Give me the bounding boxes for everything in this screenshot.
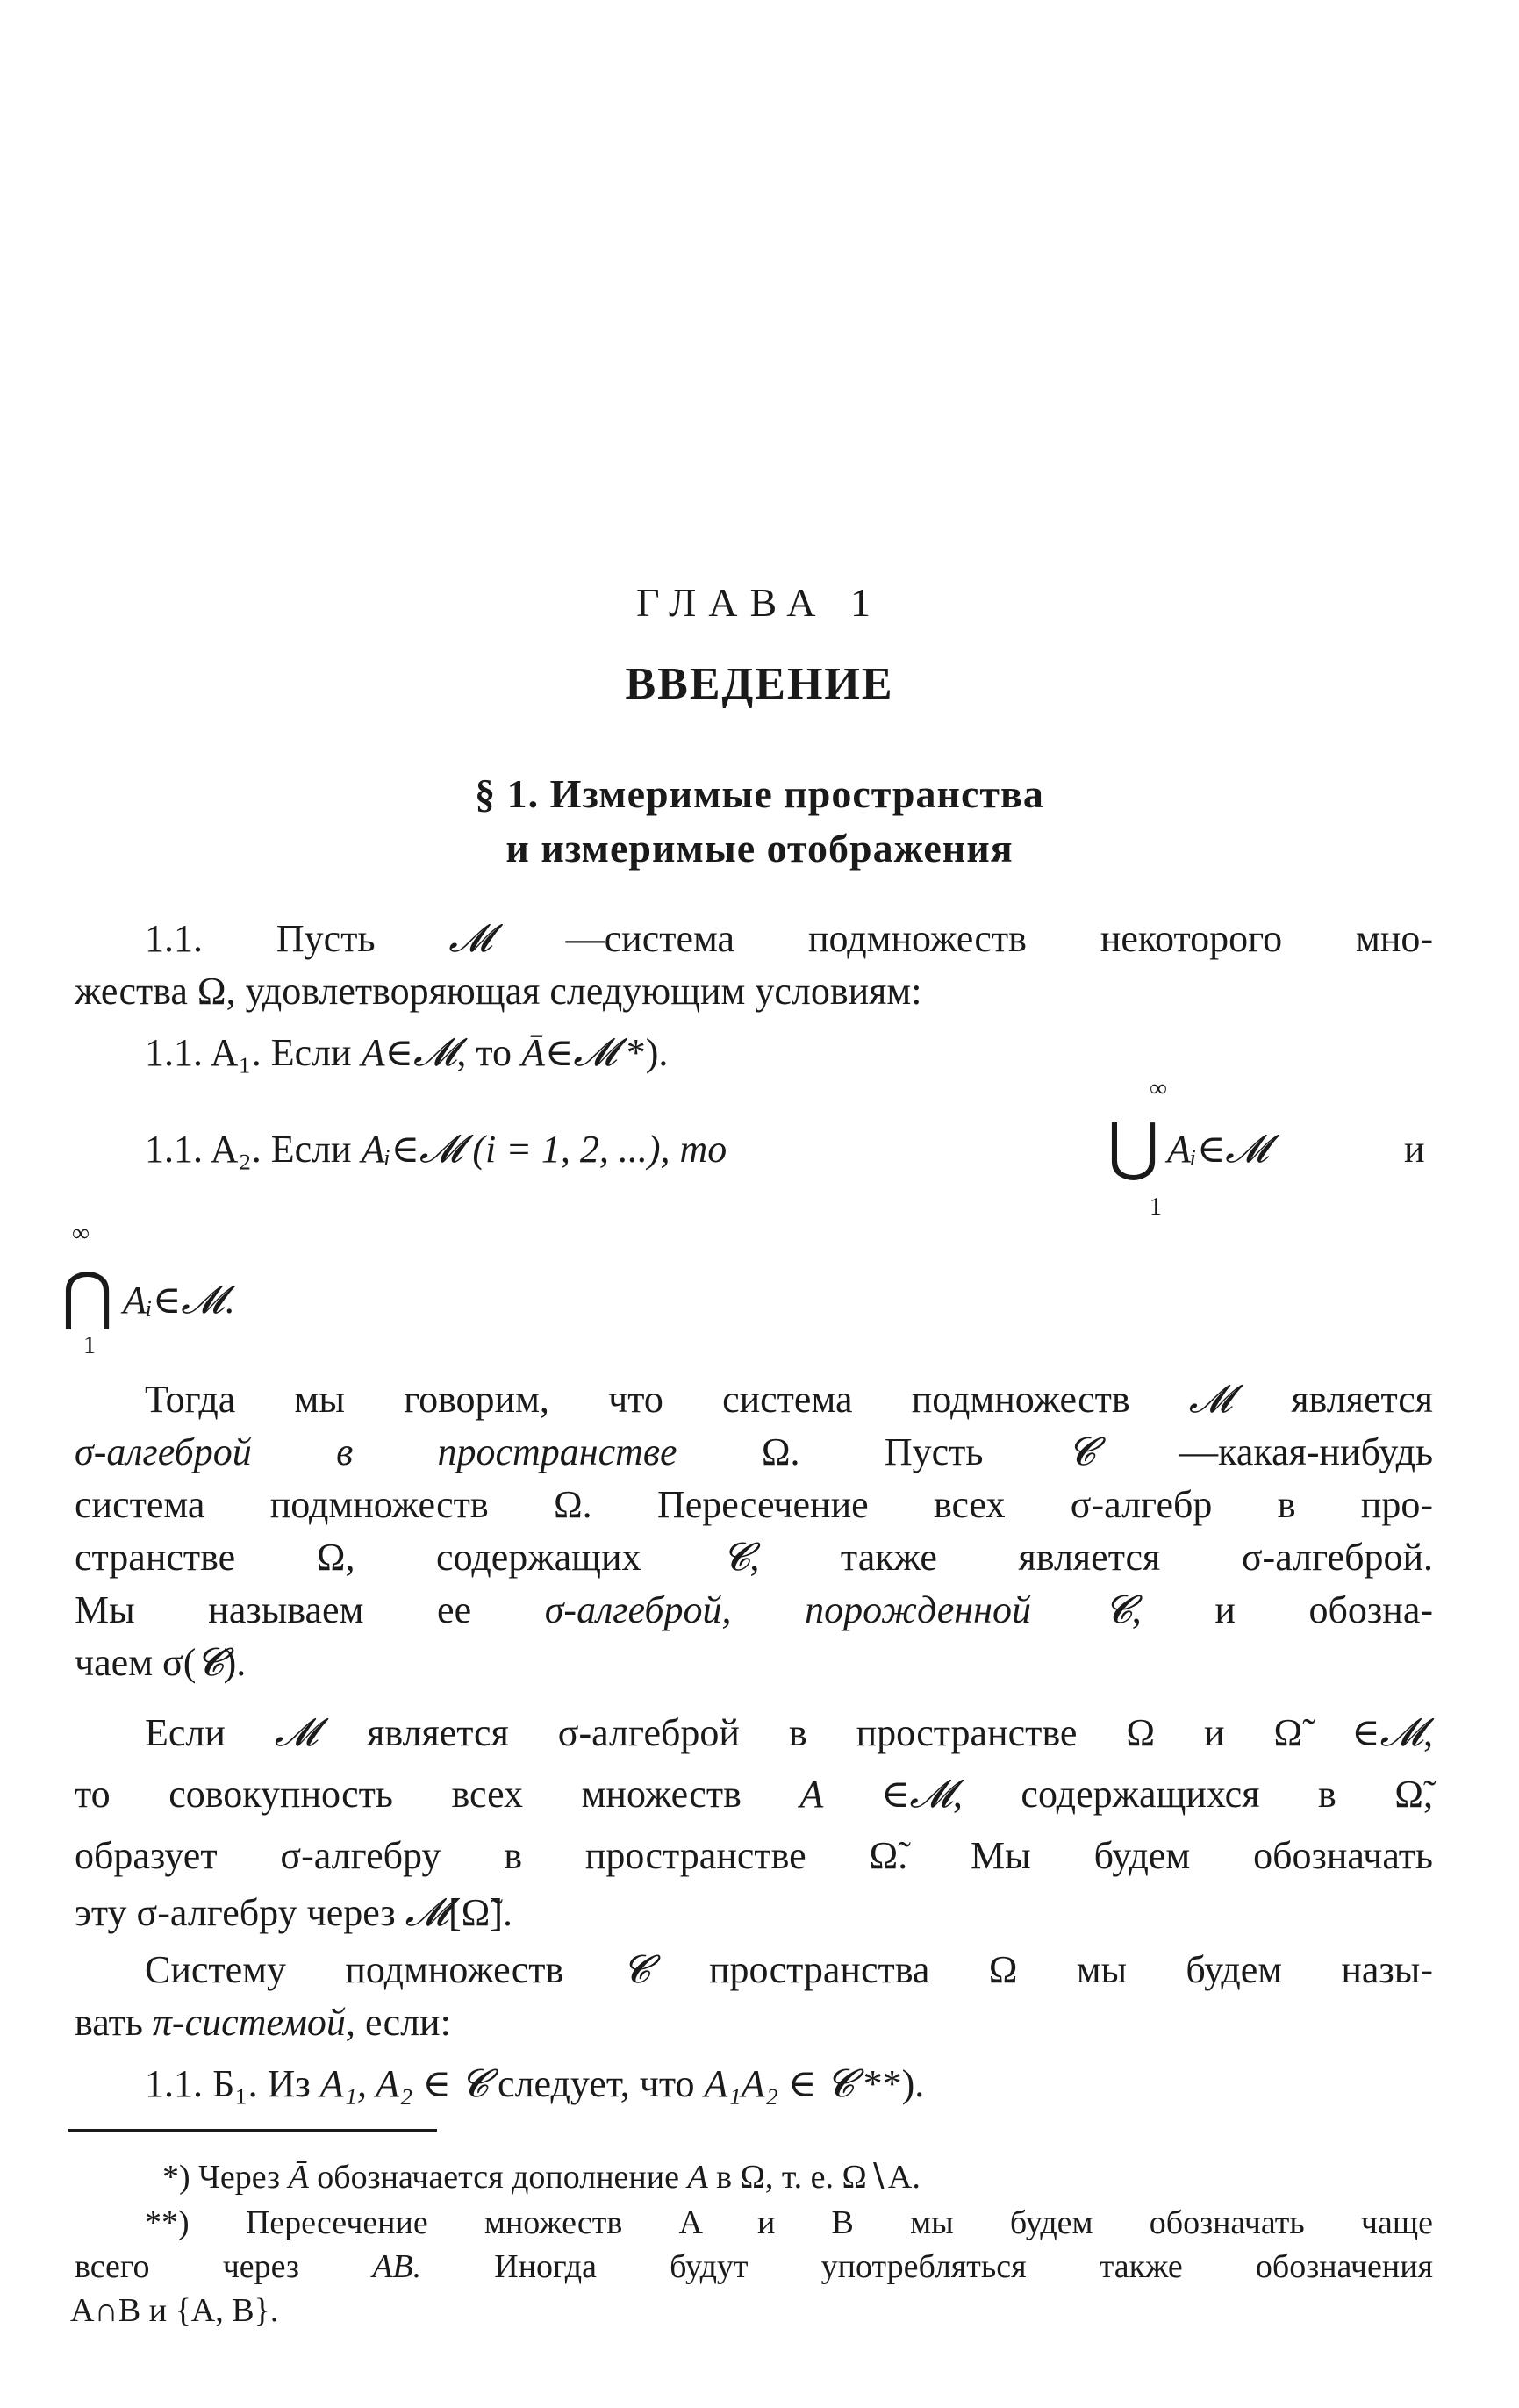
union-upper-limit: ∞ (1150, 1075, 1167, 1102)
and-word: и (1404, 1128, 1425, 1171)
para-1-1-line2: жества Ω, удовлетворяющая следующим условиям: (75, 970, 922, 1013)
intersection-lower-limit: 1 (83, 1332, 96, 1359)
para-4-line2: вать π-системой, если: (75, 2001, 451, 2044)
para-2-line3: система подмножеств Ω. Пересечение всех σ-алгебр в про- (75, 1483, 1433, 1526)
condition-b1: 1.1. Б₁. Из A₁, A₂ ∈ 𝓒 следует, что A₁A₂ ∈ 𝓒 **). (145, 2061, 925, 2106)
footnote-2-line1: **) Пересечение множеств A и B мы будем обозначать чаще (145, 2204, 1433, 2241)
intersection-expression: Aᵢ∈𝓜. (123, 1278, 234, 1322)
para-2-line1: Тогда мы говорим, что система подмножеств 𝓜 является (145, 1377, 1434, 1422)
para-3-line3: образует σ-алгебру в пространстве Ω̃. Мы будем обозначать (75, 1834, 1433, 1877)
intersection-symbol: ⋂ (61, 1258, 114, 1332)
para-2-line2: σ-алгеброй в пространстве Ω. Пусть 𝓒 —какая-нибудь (75, 1430, 1434, 1474)
union-expression: Aᵢ∈𝓜 (1167, 1127, 1269, 1172)
para-1-1-line1: 1.1. Пусть 𝓜 —система подмножеств некоторого мно- (145, 916, 1434, 961)
condition-a2: 1.1. A₂. Если Aᵢ∈𝓜 (i = 1, 2, ...), то (145, 1127, 727, 1172)
footnote-2-line3: A∩B и {A, B}. (70, 2292, 279, 2329)
para-2-line5: Мы называем ее σ-алгеброй, порожденной 𝓒, и обозна- (75, 1587, 1434, 1632)
chapter-heading: ГЛАВА 1 (635, 580, 884, 625)
intersection-upper-limit: ∞ (72, 1220, 90, 1247)
footnote-2-line2: всего через AB. Иногда будут употребляться также обозначения (75, 2248, 1434, 2285)
footnote-1: *) Через Ā обозначается дополнение A в Ω, т. е. Ω∖A. (162, 2159, 921, 2196)
para-3-line1: Если 𝓜 является σ-алгеброй в пространстве Ω и Ω̃ ∈𝓜, (145, 1710, 1433, 1755)
para-3-line2: то совокупность всех множеств A ∈𝓜, содержащихся в Ω̃, (75, 1772, 1434, 1817)
section-title-line1: § 1. Измеримые пространства (475, 771, 1044, 816)
para-4-line1: Систему подмножеств 𝓒 пространства Ω мы будем назы- (145, 1947, 1434, 1992)
para-2-line4: странстве Ω, содержащих 𝓒, также является σ-алгеброй. (75, 1535, 1433, 1580)
condition-a1: 1.1. A₁. Если A∈𝓜, то Ā∈𝓜 *). (145, 1030, 669, 1075)
sigma-algebra-symbol: 𝓜 (448, 916, 492, 961)
union-lower-limit: 1 (1150, 1193, 1162, 1221)
para-3-line4: эту σ-алгебру через 𝓜[Ω̃]. (75, 1890, 512, 1935)
para-2-line6: чаем σ(𝓒). (75, 1640, 247, 1685)
section-title-line2: и измеримые отображения (505, 826, 1014, 871)
footnote-rule (68, 2129, 437, 2132)
chapter-title: ВВЕДЕНИЕ (625, 659, 894, 709)
union-symbol: ⋃ (1107, 1109, 1160, 1183)
